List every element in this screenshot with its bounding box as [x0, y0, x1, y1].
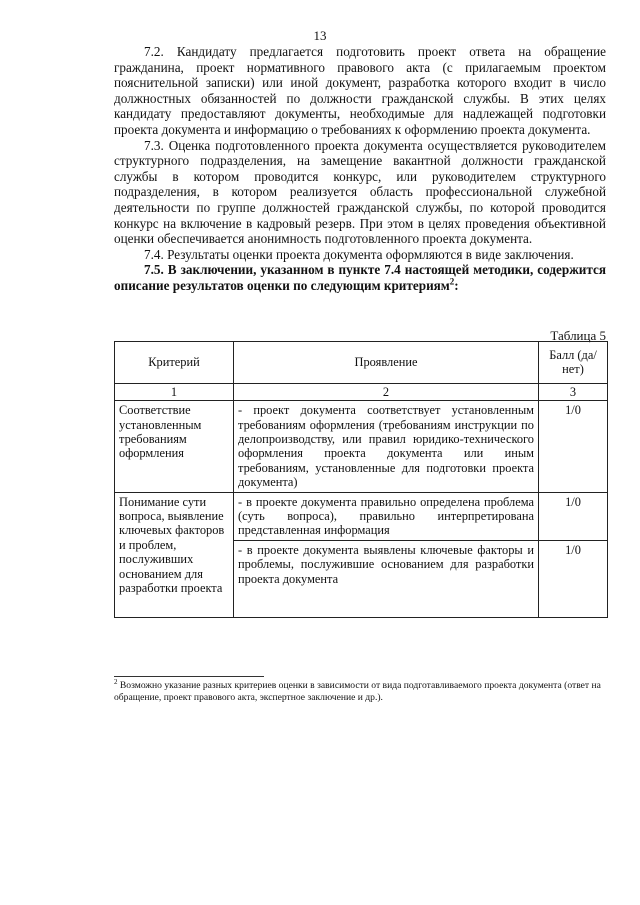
header-manifestation: Проявление [234, 342, 539, 384]
table-caption: Таблица 5 [550, 328, 606, 343]
score-cell: 1/0 [539, 401, 608, 492]
footnote [114, 677, 614, 704]
table-row [115, 401, 608, 492]
table-header-row [115, 342, 608, 384]
paragraph-7-3: 7.3. Оценка подготовленного проекта документа осуществляется руководителем структурного подразделения, на замещение вакантной должности гражданской службы в котором проводится конкурс, или руководителем структурного подразделения, в котором реализуется область профессиональной служебной деятельности по группе должностей гражданской службы, по которой проводится конкурс на включение в кадровый резерв. При этом в целях проведения объективной оценки обеспечивается анонимность подготовленного проекта документа. [114, 137, 606, 247]
criteria-table [114, 341, 608, 618]
paragraph-7-2: 7.2. Кандидату предлагается подготовить проект ответа на обращение гражданина, проект нормативного правового акта (с прилагаемым проектом пояснительной записки) или иной документ, разработка которого входит в число должностных обязанностей по должности гражданской службы. В этих целях кандидату предоставляют документы, необходимые для надлежащей подготовки проекта документа и информацию о требованиях к оформлению проекта документа. [114, 44, 606, 137]
score-cell: 1/0 [539, 492, 608, 540]
footnote-reference[interactable]: 2 [449, 276, 455, 287]
manifestation-cell: - проект документа соответствует установленным требованиям оформления (требованиям инструкции по делопроизводству, или правил юридико-технического оформления проекта документа или иным требованиям, установленные для подготовки проекта документа) [234, 401, 539, 492]
criterion-cell: Соответствие установленным требованиям оформления [115, 401, 234, 492]
footnote-mark: 2 [114, 677, 118, 686]
table-row [115, 492, 608, 540]
paragraph-7-5-end: : [454, 277, 459, 293]
header-score: Балл (да/нет) [539, 342, 608, 384]
footnote-separator [114, 676, 264, 677]
manifestation-cell: - в проекте документа правильно определена проблема (суть вопроса), правильно интерпретирована представленная информация [234, 492, 539, 540]
manifestation-cell: - в проекте документа выявлены ключевые факторы и проблемы, послужившие основанием для разработки проекта документа [234, 540, 539, 617]
page-number: 13 [313, 28, 327, 43]
footnote-text: Возможно указание разных критериев оценки в зависимости от вида подготавливаемого проекта документа (ответ на обращение, проект правового акта, экспертное заключение и др.). [114, 680, 601, 703]
column-number: 3 [539, 383, 608, 400]
column-number-row [115, 383, 608, 400]
paragraph-7-5-text: 7.5. В заключении, указанном в пункте 7.4 настоящей методики, содержится описание результатов оценки по следующим критериям [114, 262, 606, 293]
paragraph-7-5 [114, 262, 606, 293]
paragraph-7-4: 7.4. Результаты оценки проекта документа оформляются в виде заключения. [144, 246, 574, 262]
body-text [114, 44, 606, 294]
header-criterion: Критерий [115, 342, 234, 384]
score-cell: 1/0 [539, 540, 608, 617]
column-number: 1 [115, 383, 234, 400]
criterion-cell: Понимание сути вопроса, выявление ключевых факторов и проблем, послуживших основанием для разработки проекта [115, 492, 234, 617]
column-number: 2 [234, 383, 539, 400]
